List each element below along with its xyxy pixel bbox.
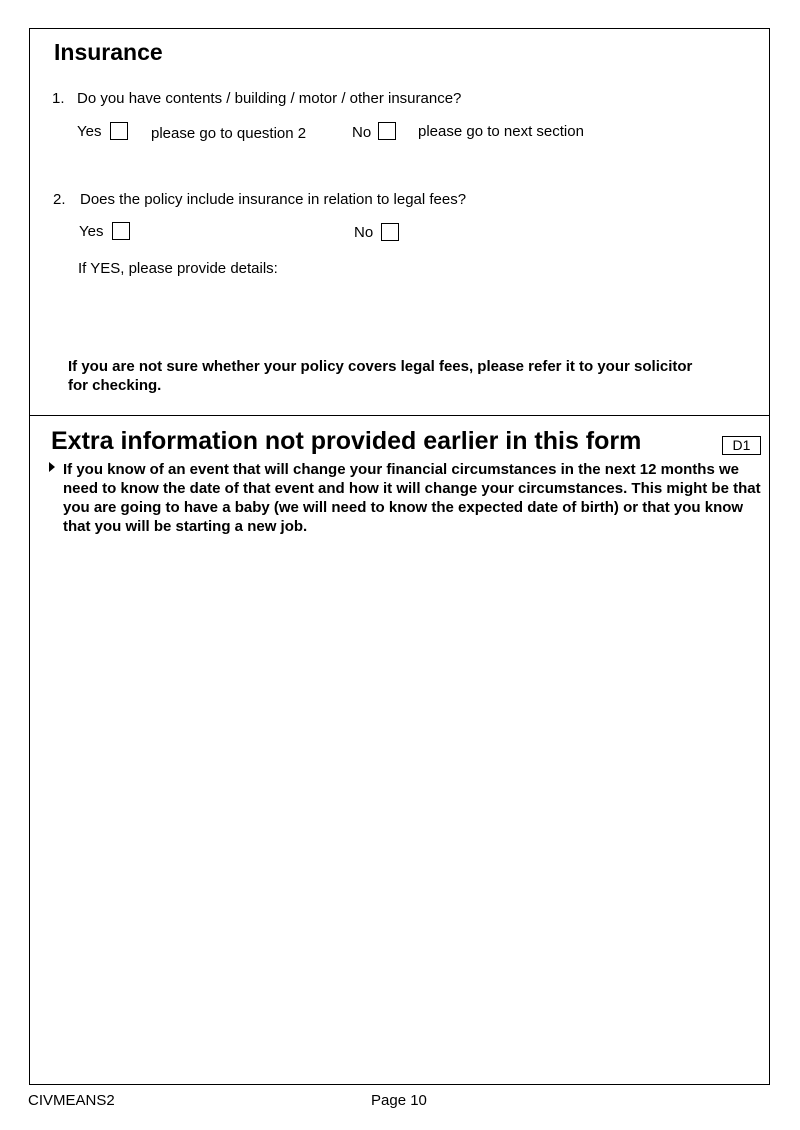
section-code-badge: D1 (722, 436, 761, 455)
footer-form-code: CIVMEANS2 (28, 1092, 115, 1109)
q1-text: Do you have contents / building / motor / other insurance? (77, 90, 462, 107)
q1-no-label: No (352, 124, 372, 141)
q1-yes-checkbox[interactable] (110, 122, 128, 140)
q2-number: 2. (53, 191, 66, 208)
section-divider (29, 415, 770, 416)
q1-no-instruction: please go to next section (418, 123, 584, 140)
q2-no-checkbox[interactable] (381, 223, 399, 241)
q2-yes-checkbox[interactable] (112, 222, 130, 240)
q1-yes-instruction: please go to question 2 (151, 125, 307, 142)
q1-number: 1. (52, 90, 65, 107)
q2-no-label: No (354, 224, 374, 241)
q2-yes-label: Yes (79, 223, 104, 240)
insurance-heading: Insurance (54, 39, 163, 65)
form-frame (29, 28, 770, 1085)
q2-text: Does the policy include insurance in relation to legal fees? (80, 191, 467, 208)
q1-no-checkbox[interactable] (378, 122, 396, 140)
extra-instruction: If you know of an event that will change your financial circumstances in the next 12 months we need to know the date of that event and how it will change your circumstances. This might be that you are going to have a baby (we will need to know the expected date of birth) or that you know that you will be starting a new job. (63, 461, 761, 535)
insurance-note: If you are not sure whether your policy covers legal fees, please refer it to your solicitor for checking. (68, 358, 693, 394)
q1-yes-label: Yes (77, 123, 102, 140)
bullet-arrow-icon (49, 462, 55, 472)
footer-page-number: Page 10 (371, 1092, 427, 1109)
q2-details-prompt: If YES, please provide details: (78, 260, 278, 277)
extra-heading: Extra information not provided earlier in this form (51, 427, 642, 455)
